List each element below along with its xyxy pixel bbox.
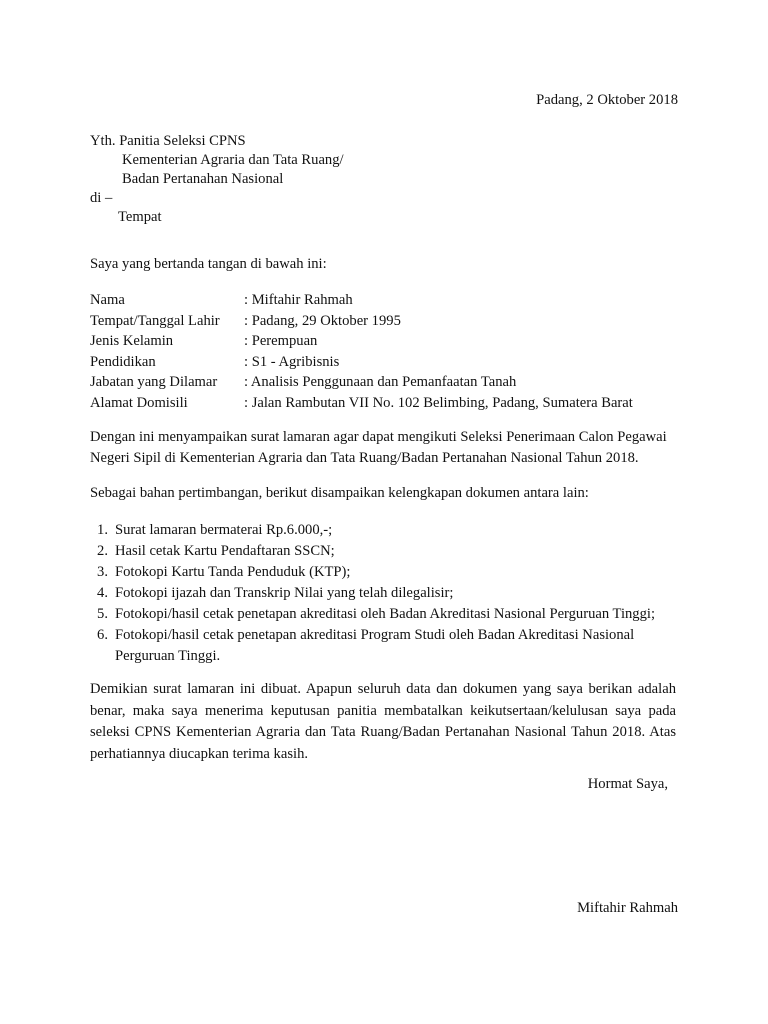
detail-row-name [90,290,633,311]
detail-label: Tempat/Tanggal Lahir [90,312,220,329]
paragraph-documents-intro: Sebagai bahan pertimbangan, berikut disampaikan kelengkapan dokumen antara lain: [90,485,589,501]
recipient-line-1: Yth. Panitia Seleksi CPNS [90,133,246,149]
recipient-block [90,132,344,227]
paragraph-application: Dengan ini menyampaikan surat lamaran agar dapat mengikuti Seleksi Penerimaan Calon Pegawai Negeri Sipil di Kementerian Agraria dan Tata Ruang/Badan Pertanahan Nasional Tahun 2018. [90,429,667,466]
detail-value: : Miftahir Rahmah [244,292,353,308]
detail-label: Pendidikan [90,353,156,370]
list-item [90,625,690,646]
letter-date: Padang, 2 Oktober 2018 [536,92,678,108]
list-item-continuation [90,646,690,667]
recipient-line-3: Badan Pertanahan Nasional [122,171,284,187]
list-number: 1. [97,522,108,538]
recipient-line-5: Tempat [118,209,162,225]
list-number: 3. [97,564,108,580]
detail-value: : Jalan Rambutan VII No. 102 Belimbing, Padang, Sumatera Barat [244,394,633,411]
list-text: Fotokopi/hasil cetak penetapan akreditasi oleh Badan Akreditasi Nasional Perguruan Tinggi; [115,606,656,622]
list-item [90,583,690,604]
list-text: Fotokopi ijazah dan Transkrip Nilai yang telah dilegalisir; [115,585,454,601]
detail-value: : Perempuan [244,333,318,350]
list-number: 5. [97,606,108,622]
signer-name: Miftahir Rahmah [577,900,678,916]
list-number: 2. [97,543,108,559]
list-item [90,562,690,583]
list-text: Fotokopi/hasil cetak penetapan akreditasi Program Studi oleh Badan Akreditasi Nasional [115,627,635,643]
detail-row-gender [90,331,633,352]
detail-value: : Padang, 29 Oktober 1995 [244,312,401,329]
detail-row-position [90,372,633,393]
detail-row-education [90,352,633,373]
detail-label: Jenis Kelamin [90,333,174,350]
list-item [90,541,690,562]
list-item [90,520,690,541]
list-text: Perguruan Tinggi. [115,648,221,664]
closing-salutation: Hormat Saya, [587,776,668,792]
list-text: Surat lamaran bermaterai Rp.6.000,-; [115,522,333,538]
list-item [90,604,690,625]
recipient-line-2: Kementerian Agraria dan Tata Ruang/ [122,152,344,168]
applicant-details [90,290,633,414]
detail-row-birth [90,311,633,332]
list-number: 4. [97,585,108,601]
list-text: Hasil cetak Kartu Pendaftaran SSCN; [115,543,335,559]
detail-row-address [90,393,633,414]
documents-list [90,520,690,667]
detail-value: : Analisis Penggunaan dan Pemanfaatan Tanah [244,374,517,391]
detail-value: : S1 - Agribisnis [244,353,340,370]
recipient-line-4: di – [90,190,113,206]
detail-label: Nama [90,292,125,308]
paragraph-closing-statement: Demikian surat lamaran ini dibuat. Apapun seluruh data dan dokumen yang saya berikan adalah benar, maka saya menerima keputusan panitia membatalkan keikutsertaan/kelulusan saya pada seleksi CPNS Kementerian Agraria dan Tata Ruang/Badan Pertanahan Nasional Tahun 2018. Atas perhatiannya diucapkan terima kasih. [90,681,676,762]
detail-label: Alamat Domisili [90,394,188,411]
detail-label: Jabatan yang Dilamar [90,374,218,391]
list-text: Fotokopi Kartu Tanda Penduduk (KTP); [115,564,351,580]
list-number: 6. [97,627,108,643]
list-number-spacer [90,646,108,667]
intro-text: Saya yang bertanda tangan di bawah ini: [90,256,327,272]
